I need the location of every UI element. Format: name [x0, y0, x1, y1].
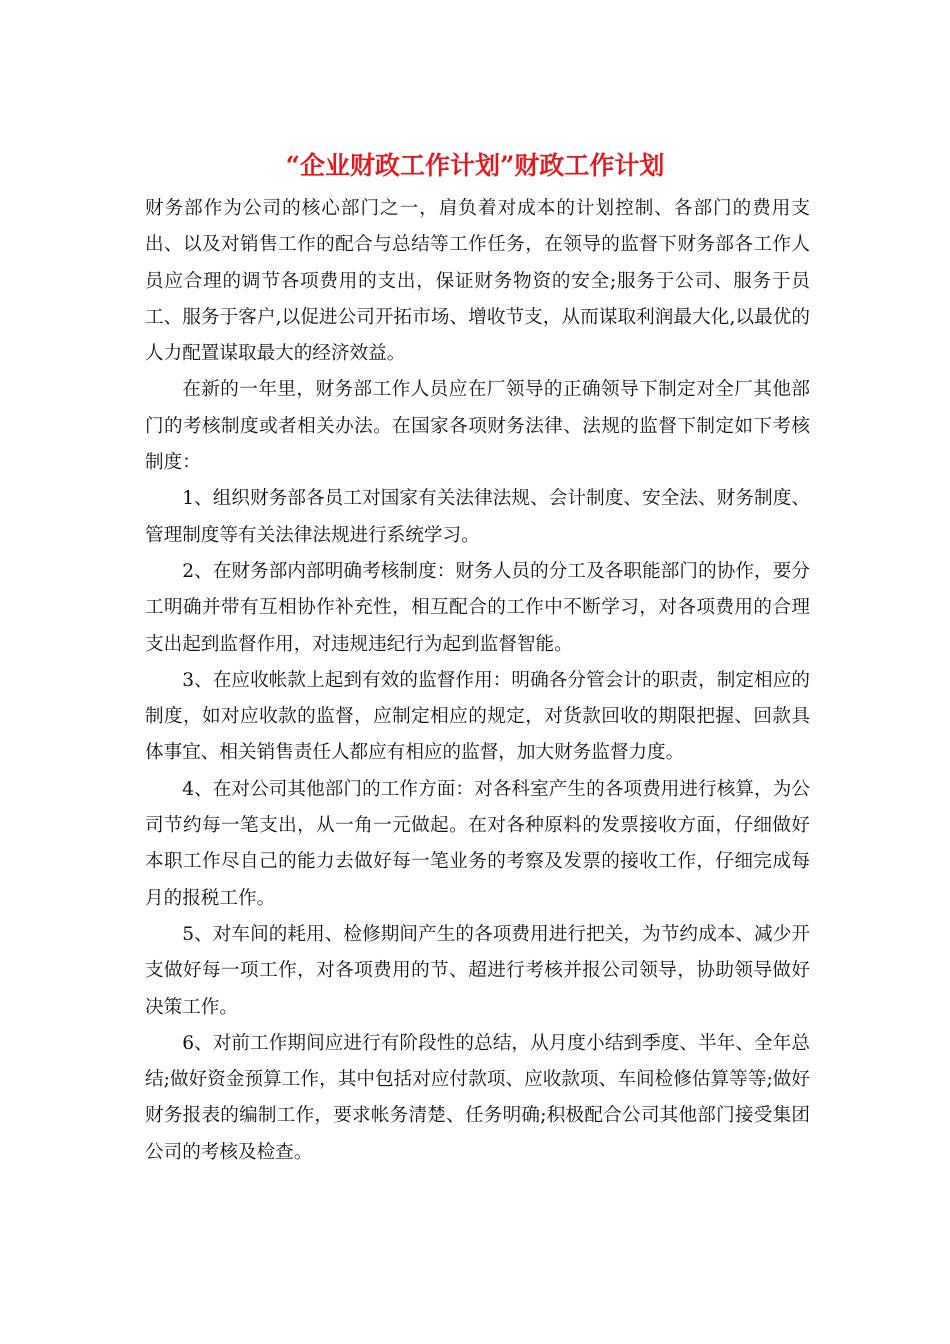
paragraph-item-3: 3、在应收帐款上起到有效的监督作用：明确各分管会计的职责，制定相应的制度，如对应收款的监督，应制定相应的规定，对货款回收的期限把握、回款具体事宜、相关销售责任人都应有相应的监督，加大财务监督力度。 [145, 669, 810, 764]
paragraph-item-2: 2、在财务部内部明确考核制度：财务人员的分工及各职能部门的协作，要分工明确并带有互相协作补充性，相互配合的工作中不断学习，对各项费用的合理支出起到监督作用，对违规违纪行为起到监督智能。 [145, 560, 810, 655]
paragraph-item-5: 5、对车间的耗用、检修期间产生的各项费用进行把关，为节约成本、减少开支做好每一项工作，对各项费用的节、超进行考核并报公司领导，协助领导做好决策工作。 [145, 923, 810, 1018]
paragraph-item-4: 4、在对公司其他部门的工作方面：对各科室产生的各项费用进行核算，为公司节约每一笔支出，从一角一元做起。在对各种原料的发票接收方面，仔细做好本职工作尽自己的能力去做好每一笔业务的考察及发票的接收工作，仔细完成每月的报税工作。 [145, 778, 810, 909]
paragraph-item-6: 6、对前工作期间应进行有阶段性的总结，从月度小结到季度、半年、全年总结;做好资金预算工作，其中包括对应付款项、应收款项、车间检修估算等等;做好财务报表的编制工作，要求帐务清楚、任务明确;积极配合公司其他部门接受集团公司的考核及检查。 [145, 1032, 810, 1163]
document-body [145, 191, 810, 1171]
document-title: “企业财政工作计划”财政工作计划 [285, 151, 665, 180]
paragraph-intro: 财务部作为公司的核心部门之一，肩负着对成本的计划控制、各部门的费用支出、以及对销售工作的配合与总结等工作任务，在领导的监督下财务部各工作人员应合理的调节各项费用的支出，保证财务物资的安全;服务于公司、服务于员工、服务于客户,以促进公司开拓市场、增收节支，从而谋取利润最大化,以最优的人力配置谋取最大的经济效益。 [145, 198, 810, 365]
paragraph-overview: 在新的一年里，财务部工作人员应在厂领导的正确领导下制定对全厂其他部门的考核制度或者相关办法。在国家各项财务法律、法规的监督下制定如下考核制度： [145, 379, 810, 474]
paragraph-item-1: 1、组织财务部各员工对国家有关法律法规、会计制度、安全法、财务制度、管理制度等有关法律法规进行系统学习。 [145, 488, 810, 546]
